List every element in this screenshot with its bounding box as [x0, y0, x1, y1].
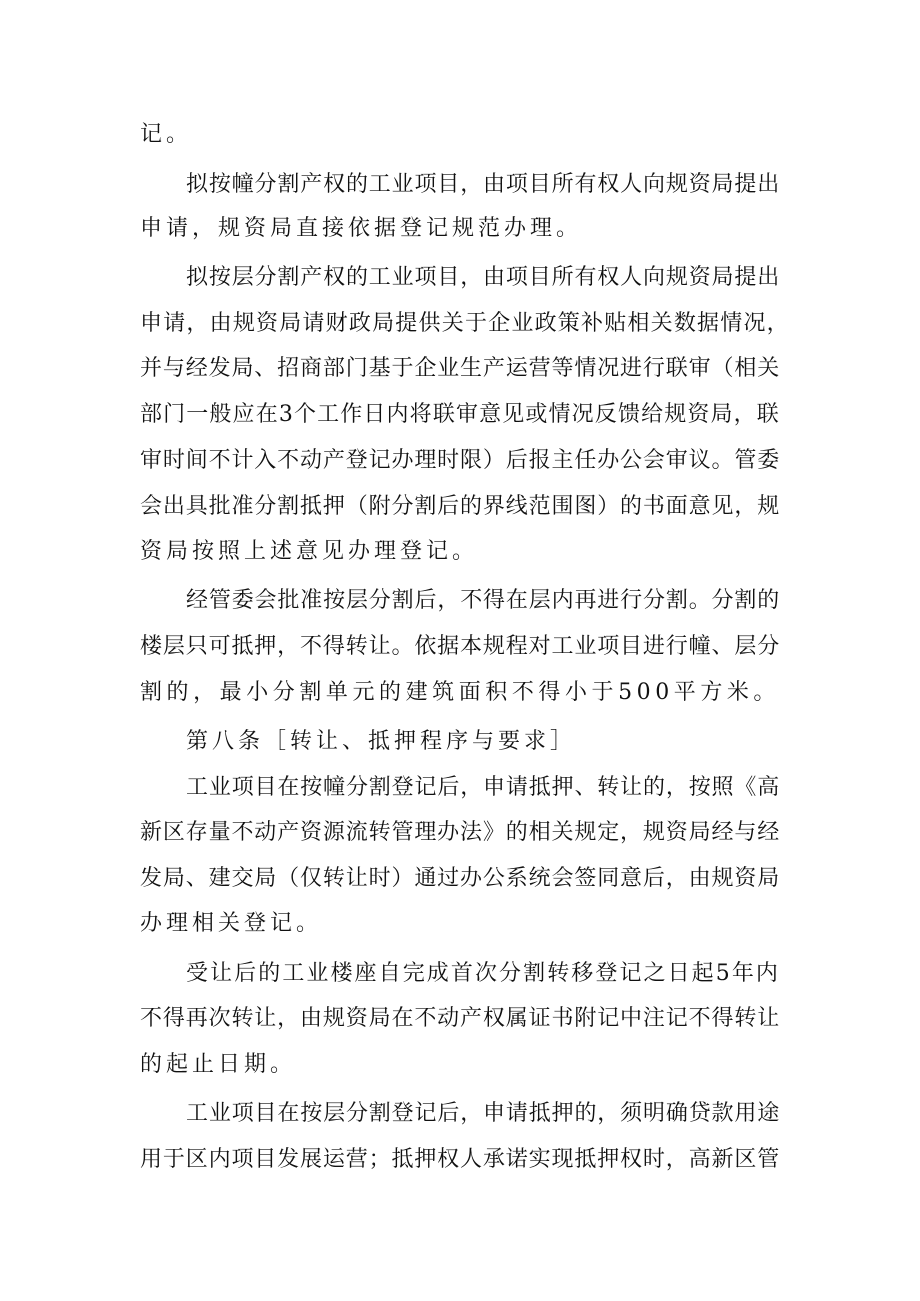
- text-line: 审时间不计入不动产登记办理时限）后报主任办公会审议。管委: [140, 448, 781, 473]
- text-line: 发局、建交局（仅转让时）通过办公系统会签同意后，由规资局: [140, 866, 781, 891]
- paragraph-first-line: 经管委会批准按层分割后，不得在层内再进行分割。分割的: [186, 588, 781, 613]
- text-line: 并与经发局、招商部门基于企业生产运营等情况进行联审（相关: [140, 356, 781, 381]
- paragraph-first-line: 工业项目在按层分割登记后，申请抵押的，须明确贷款用途: [186, 1101, 781, 1126]
- text-line: 申请，由规资局请财政局提供关于企业政策补贴相关数据情况，: [140, 311, 790, 336]
- paragraph-first-line: 工业项目在按幢分割登记后，申请抵押、转让的，按照《高: [186, 775, 781, 800]
- text-line: 新区存量不动产资源流转管理办法》的相关规定，规资局经与经: [140, 820, 781, 845]
- text-line: 会出具批准分割抵押（附分割后的界线范围图）的书面意见，规: [140, 494, 781, 519]
- paragraph-first-line: 受让后的工业楼座自完成首次分割转移登记之日起5年内: [186, 961, 780, 986]
- text-line: 楼层只可抵押，不得转让。依据本规程对工业项目进行幢、层分: [140, 634, 781, 659]
- article-heading: 第八条［转让、抵押程序与要求］: [186, 729, 577, 754]
- text-line: 资局按照上述意见办理登记。: [140, 539, 479, 564]
- text-line: 用于区内项目发展运营；抵押权人承诺实现抵押权时，高新区管: [140, 1147, 781, 1172]
- text-line: 办理相关登记。: [140, 911, 323, 936]
- text-line: 申请，规资局直接依据登记规范办理。: [140, 216, 583, 241]
- paragraph-first-line: 拟按层分割产权的工业项目，由项目所有权人向规资局提出: [186, 265, 781, 290]
- text-line: 记。: [140, 122, 193, 147]
- text-line: 部门一般应在3个工作日内将联审意见或情况反馈给规资局，联: [140, 402, 780, 427]
- text-line: 的起止日期。: [140, 1052, 297, 1077]
- text-line: 割的，最小分割单元的建筑面积不得小于500平方米。: [140, 680, 780, 705]
- text-line: 不得再次转让，由规资局在不动产权属证书附记中注记不得转让: [140, 1006, 781, 1031]
- paragraph-first-line: 拟按幢分割产权的工业项目，由项目所有权人向规资局提出: [186, 172, 781, 197]
